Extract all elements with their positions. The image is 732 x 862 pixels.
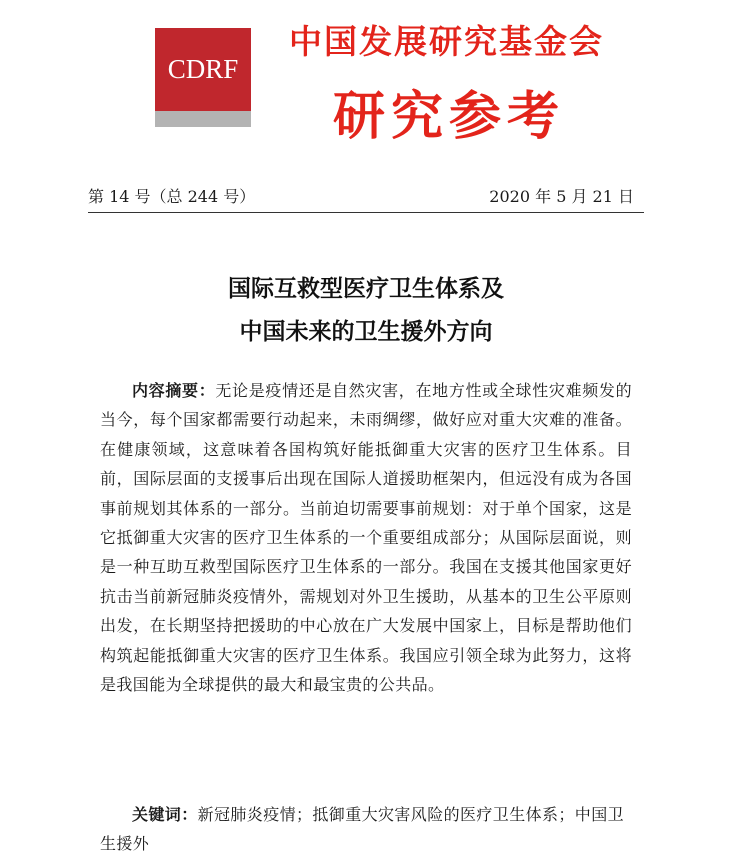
abstract-label: 内容摘要：: [132, 381, 216, 400]
issue-row: [88, 180, 644, 213]
cdrf-logo: [155, 28, 251, 127]
article-title-line-1: 国际互救型医疗卫生体系及: [228, 276, 504, 302]
publication-name: 研究参考: [333, 87, 566, 147]
article-title-line-2: 中国未来的卫生援外方向: [239, 319, 493, 345]
logo-text: CDRF: [167, 54, 239, 84]
logo-gray-bar: [155, 111, 251, 127]
issue-date: 2020 年 5 月 21 日: [489, 187, 634, 206]
keywords-paragraph: [100, 800, 632, 858]
abstract-paragraph: [100, 376, 632, 699]
abstract-text: 无论是疫情还是自然灾害，在地方性或全球性灾难频发的当今，每个国家都需要行动起来，未雨绸缪，做好应对重大灾难的准备。在健康领域，这意味着各国构筑好能抵御重大灾害的医疗卫生体系。目前，国际层面的支援事后出现在国际人道援助框架内，但远没有成为各国事前规划其体系的一部分。当前迫切需要事前规划：对于单个国家，这是它抵御重大灾害的医疗卫生体系的一个重要组成部分；从国际层面说，则是一种互助互救型国际医疗卫生体系的一部分。我国在支援其他国家更好抗击当前新冠肺炎疫情外，需规划对外卫生援助，从基本的卫生公平原则出发，在长期坚持把援助的中心放在广大发展中国家上，目标是帮助他们构筑起能抵御重大灾害的医疗卫生体系。我国应引领全球为此努力，这将是我国能为全球提供的最大和最宝贵的公共品。: [100, 381, 632, 695]
keywords-text: 新冠肺炎疫情；抵御重大灾害风险的医疗卫生体系；中国卫生援外: [100, 805, 625, 853]
issue-number: 第 14 号（总 244 号）: [88, 187, 256, 206]
keywords-label: 关键词：: [132, 805, 198, 824]
org-name: 中国发展研究基金会: [289, 22, 604, 61]
logo-red-block: [155, 28, 251, 111]
